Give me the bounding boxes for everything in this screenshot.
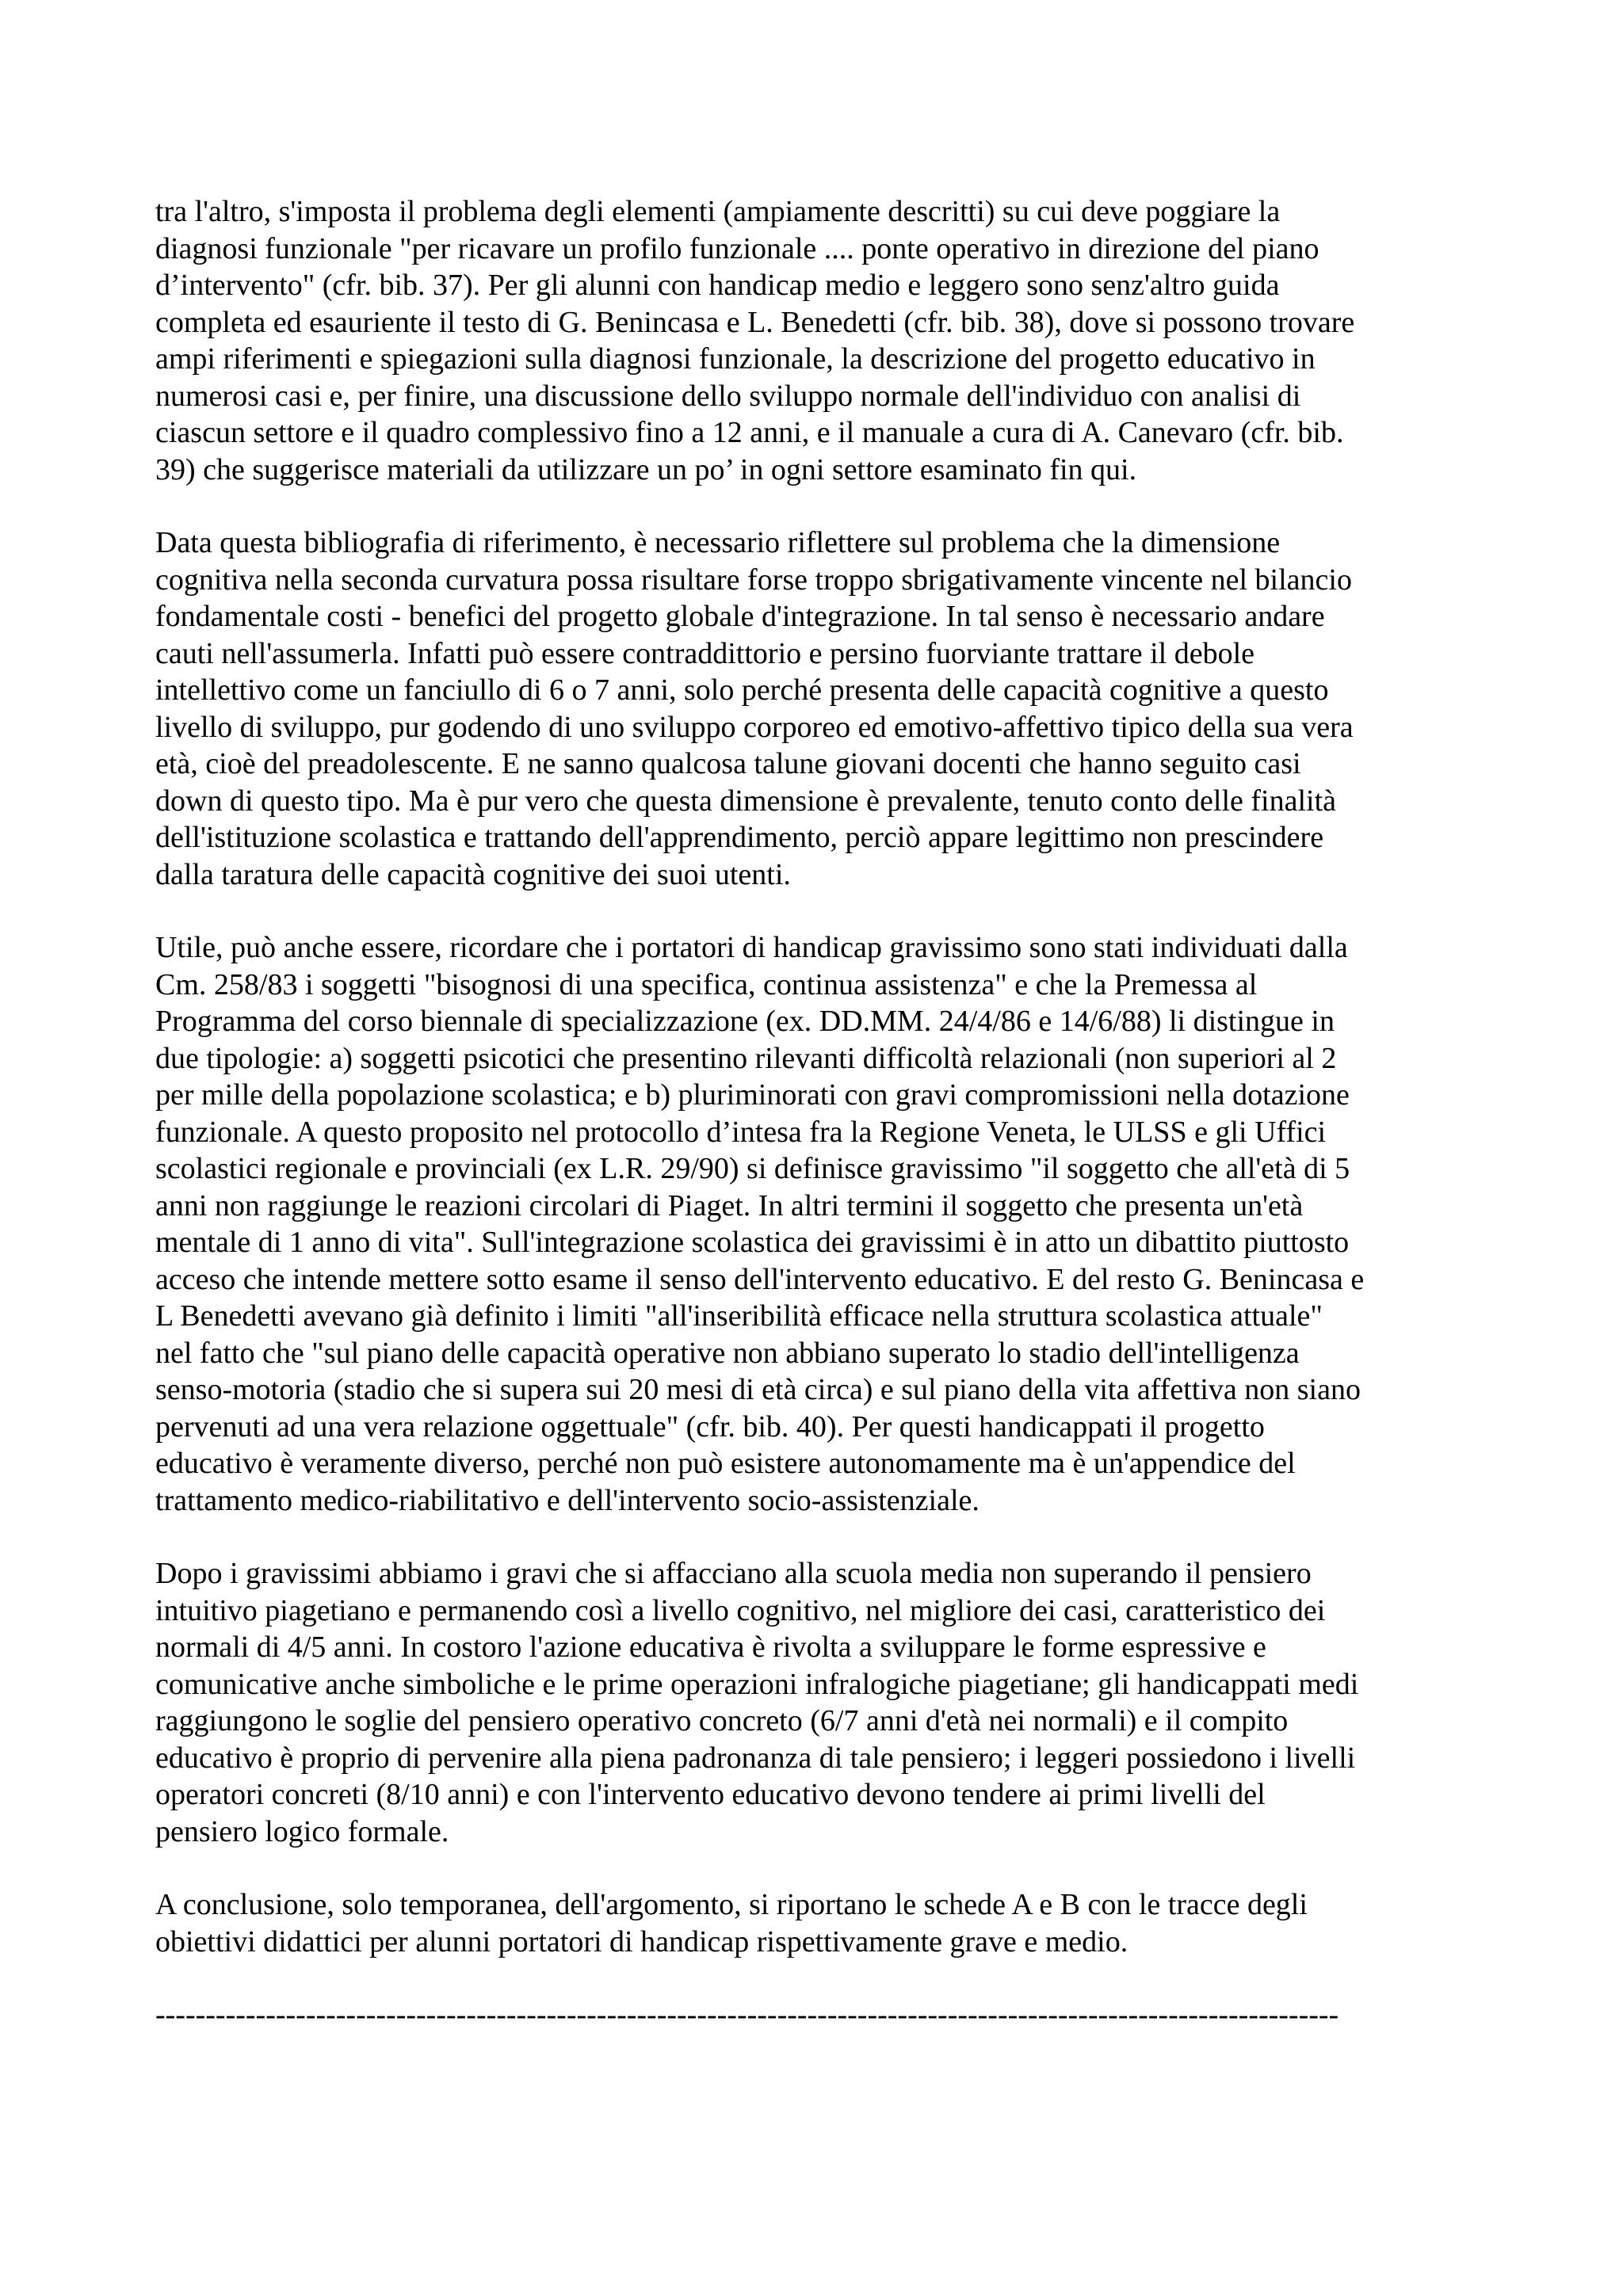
text-line: per mille della popolazione scolastica; e b) pluriminorati con gravi compromissioni nella dotazione bbox=[155, 1078, 1350, 1112]
text-line: nel fatto che "sul piano delle capacità operative non abbiano superato lo stadio dell'intelligenza bbox=[155, 1336, 1300, 1370]
text-line: due tipologie: a) soggetti psicotici che presentino rilevanti difficoltà relazionali (non superiori al 2 bbox=[155, 1041, 1337, 1075]
text-line: comunicative anche simboliche e le prime operazioni infralogiche piagetiane; gli handicappati medi bbox=[155, 1667, 1359, 1701]
text-line: Programma del corso biennale di specializzazione (ex. DD.MM. 24/4/86 e 14/6/88) li distingue in bbox=[155, 1005, 1335, 1038]
text-line: Data questa bibliografia di riferimento, è necessario riflettere sul problema che la dimensione bbox=[155, 526, 1281, 559]
text-line: senso-motoria (stadio che si supera sui 20 mesi di età circa) e sul piano della vita affettiva non siano bbox=[155, 1373, 1361, 1406]
paragraph-1 bbox=[155, 193, 1471, 488]
text-line: cauti nell'assumerla. Infatti può essere contraddittorio e persino fuorviante trattare il debole bbox=[155, 636, 1254, 670]
text-line: trattamento medico-riabilitativo e dell'intervento socio-assistenziale. bbox=[155, 1483, 980, 1517]
paragraph-3 bbox=[155, 929, 1471, 1519]
text-line: acceso che intende mettere sotto esame il senso dell'intervento educativo. E del resto G. Benincasa e bbox=[155, 1262, 1365, 1296]
dashed-separator: ---------------------------------------------------------------------------------------------------------------------- bbox=[155, 1998, 1339, 2031]
text-line: mentale di 1 anno di vita". Sull'integrazione scolastica dei gravissimi è in atto un dibattito piuttosto bbox=[155, 1226, 1350, 1259]
text-line: Cm. 258/83 i soggetti "bisognosi di una specifica, continua assistenza" e che la Premessa al bbox=[155, 967, 1258, 1001]
text-line: ciascun settore e il quadro complessivo fino a 12 anni, e il manuale a cura di A. Canevaro (cfr. bib. bbox=[155, 416, 1344, 449]
text-line: Dopo i gravissimi abbiamo i gravi che si affacciano alla scuola media non superando il pensiero bbox=[155, 1557, 1312, 1590]
text-line: 39) che suggerisce materiali da utilizzare un po’ in ogni settore esaminato fin qui. bbox=[155, 452, 1137, 486]
text-line: normali di 4/5 anni. In costoro l'azione educativa è rivolta a sviluppare le forme espressive e bbox=[155, 1630, 1266, 1664]
text-line: L Benedetti avevano già definito i limiti "all'inseribilità efficace nella struttura scolastica attuale" bbox=[155, 1299, 1323, 1333]
text-line: ampi riferimenti e spiegazioni sulla diagnosi funzionale, la descrizione del progetto educativo in bbox=[155, 342, 1316, 376]
paragraph-2 bbox=[155, 524, 1471, 893]
text-line: intuitivo piagetiano e permanendo così a livello cognitivo, nel migliore dei casi, caratteristico dei bbox=[155, 1593, 1326, 1627]
text-line: educativo è veramente diverso, perché non può esistere autonomamente ma è un'appendice del bbox=[155, 1447, 1296, 1480]
text-line: intellettivo come un fanciullo di 6 o 7 anni, solo perché presenta delle capacità cognitive a questo bbox=[155, 673, 1329, 707]
text-line: tra l'altro, s'imposta il problema degli elementi (ampiamente descritti) su cui deve poggiare la bbox=[155, 195, 1281, 228]
paragraph-5 bbox=[155, 1886, 1471, 1960]
text-line: A conclusione, solo temporanea, dell'argomento, si riportano le schede A e B con le tracce degli bbox=[155, 1888, 1308, 1921]
text-line: Utile, può anche essere, ricordare che i portatori di handicap gravissimo sono stati individuati dalla bbox=[155, 931, 1348, 964]
text-line: raggiungono le soglie del pensiero operativo concreto (6/7 anni d'età nei normali) e il compito bbox=[155, 1704, 1289, 1737]
paragraph-4 bbox=[155, 1555, 1471, 1850]
text-line: diagnosi funzionale "per ricavare un profilo funzionale .... ponte operativo in direzione del piano bbox=[155, 231, 1319, 265]
text-line: età, cioè del preadolescente. E ne sanno qualcosa talune giovani docenti che hanno seguito casi bbox=[155, 747, 1301, 780]
text-line: operatori concreti (8/10 anni) e con l'intervento educativo devono tendere ai primi livelli del bbox=[155, 1778, 1266, 1811]
text-line: livello di sviluppo, pur godendo di uno sviluppo corporeo ed emotivo-affettivo tipico della sua vera bbox=[155, 710, 1354, 744]
text-line: scolastici regionale e provinciali (ex L.R. 29/90) si definisce gravissimo "il soggetto che all'età di 5 bbox=[155, 1152, 1350, 1185]
text-line: dalla taratura delle capacità cognitive dei suoi utenti. bbox=[155, 857, 791, 891]
text-line: pervenuti ad una vera relazione oggettuale" (cfr. bib. 40). Per questi handicappati il progetto bbox=[155, 1409, 1265, 1444]
text-line: dell'istituzione scolastica e trattando dell'apprendimento, perciò appare legittimo non prescindere bbox=[155, 821, 1324, 854]
text-line: anni non raggiunge le reazioni circolari di Piaget. In altri termini il soggetto che presenta un'età bbox=[155, 1188, 1304, 1222]
text-line: d’intervento" (cfr. bib. 37). Per gli alunni con handicap medio e leggero sono senz'altro guida bbox=[155, 269, 1280, 302]
text-line: numerosi casi e, per finire, una discussione dello sviluppo normale dell'individuo con analisi di bbox=[155, 379, 1301, 413]
text-line: cognitiva nella seconda curvatura possa risultare forse troppo sbrigativamente vincente nel bilancio bbox=[155, 563, 1352, 597]
text-line: fondamentale costi - benefici del progetto globale d'integrazione. In tal senso è necessario andare bbox=[155, 600, 1325, 633]
text-line: pensiero logico formale. bbox=[155, 1814, 449, 1848]
text-line: funzionale. A questo proposito nel protocollo d’intesa fra la Regione Veneta, le ULSS e gli Uffici bbox=[155, 1115, 1327, 1149]
document-page bbox=[155, 193, 1471, 2033]
text-line: obiettivi didattici per alunni portatori di handicap rispettivamente grave e medio. bbox=[155, 1924, 1128, 1958]
text-line: completa ed esauriente il testo di G. Benincasa e L. Benedetti (cfr. bib. 38), dove si possono trovare bbox=[155, 305, 1355, 339]
text-line: educativo è proprio di pervenire alla piena padronanza di tale pensiero; i leggeri possiedono i livelli bbox=[155, 1741, 1356, 1775]
text-line: down di questo tipo. Ma è pur vero che questa dimensione è prevalente, tenuto conto delle finalità bbox=[155, 784, 1336, 818]
